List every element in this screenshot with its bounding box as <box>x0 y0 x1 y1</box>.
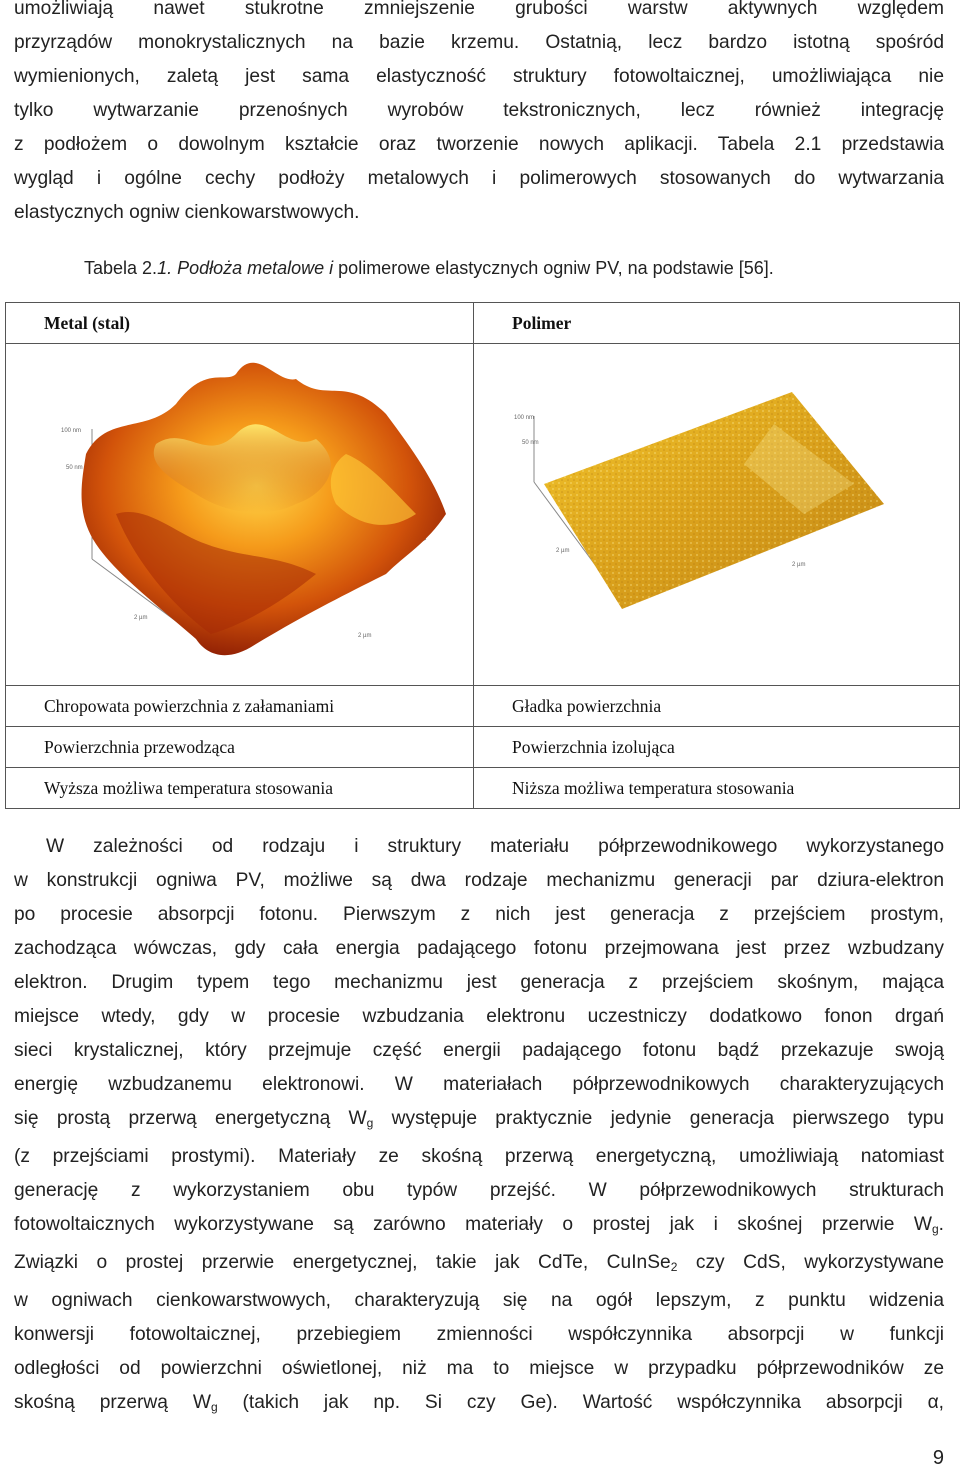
table-cell: Wyższa możliwa temperatura stosowania <box>6 768 474 809</box>
axis-tick: 2 µm <box>134 615 148 621</box>
intro-paragraph <box>14 0 944 230</box>
text-line: po procesie absorpcji fotonu. Pierwszym z nich jest generacja z przejściem prostym, <box>14 904 944 925</box>
axis-tick: 50 nm <box>66 465 83 471</box>
text-line: z podłożem o dowolnym kształcie oraz tworzenie nowych aplikacji. Tabela 2.1 przedstawia <box>14 134 944 155</box>
text-line: w ogniwach cienkowarstwowych, charakteryzują się na ogół lepszym, z punktu widzenia <box>14 1290 944 1311</box>
metal-image-cell <box>6 344 474 686</box>
polymer-image-cell <box>474 344 960 686</box>
text-line: przyrządów monokrystalicznych na bazie krzemu. Ostatnią, lecz bardzo istotną spośród <box>14 32 944 53</box>
axis-tick: 2 µm <box>792 562 806 568</box>
text-line: Związki o prostej przerwie energetycznej, takie jak CdTe, CuInSe$_2$ czy CdS, wykorzystywane <box>14 1252 944 1274</box>
text-line: wymienionych, zaletą jest sama elastyczność struktury fotowoltaicznej, umożliwiająca nie <box>14 66 944 87</box>
text-line: W zależności od rodzaju i struktury materiału półprzewodnikowego wykorzystanego <box>46 836 944 857</box>
text-line: elastycznych ogniw cienkowarstwowych. <box>14 202 360 223</box>
text-line: odległości od powierzchni oświetlonej, niż ma to miejsce w przypadku półprzewodników ze <box>14 1358 944 1379</box>
text-line: tylko wytwarzanie przenośnych wyrobów tekstronicznych, lecz również integrację <box>14 100 944 121</box>
table-cell: Powierzchnia izolująca <box>474 727 960 768</box>
header-metal: Metal (stal) <box>6 303 474 344</box>
text-line: sieci krystalicznej, który przejmuje część energii padającego fotonu bądź przekazuje swoją <box>14 1040 944 1061</box>
axis-tick: 2 µm <box>358 633 372 639</box>
axis-tick: 100 nm <box>61 428 82 434</box>
axis-tick: 2 µm <box>556 548 570 554</box>
text-line: konwersji fotowoltaicznej, przebiegiem zmienności współczynnika absorpcji w funkcji <box>14 1324 944 1345</box>
body-paragraph <box>14 830 944 1424</box>
text-line: się prostą przerwą energetyczną $W_g$ występuje praktycznie jedynie generacja pierwszego typu <box>14 1108 945 1130</box>
text-line: energię wzbudzanemu elektronowi. W materiałach półprzewodnikowych charakteryzujących <box>14 1074 944 1095</box>
text-line: fotowoltaicznych wykorzystywane są zarówno materiały o prostej jak i skośnej przerwie $W_g$. <box>14 1214 944 1236</box>
header-polymer: Polimer <box>474 303 960 344</box>
text-line: elektron. Drugim typem tego mechanizmu jest generacja z przejściem skośnym, mająca <box>14 972 944 993</box>
text-line: umożliwiają nawet stukrotne zmniejszenie grubości warstw aktywnych względem <box>14 0 944 19</box>
table-cell: Gładka powierzchnia <box>474 686 960 727</box>
text-line: skośną przerwą $W_g$ (takich jak np. Si czy Ge). Wartość współczynnika absorpcji α, <box>14 1392 944 1414</box>
text-line: (z przejściami prostymi). Materiały ze skośną przerwą energetyczną, umożliwiają natomiast <box>14 1146 944 1167</box>
text-line: miejsce wtedy, gdy w procesie wzbudzania elektronu uczestniczy dodatkowo fonon drgań <box>14 1006 944 1027</box>
page-number: 9 <box>932 1447 944 1469</box>
table-cell: Chropowata powierzchnia z załamaniami <box>6 686 474 727</box>
smooth-polymer-surface-3d-plot <box>474 344 959 685</box>
text-line: generację z wykorzystaniem obu typów przejść. W półprzewodnikowych strukturach <box>14 1180 944 1201</box>
table-cell: Niższa możliwa temperatura stosowania <box>474 768 960 809</box>
rough-metal-surface-3d-plot <box>6 344 473 685</box>
table-caption: Tabela 2.1. Podłoża metalowe i polimerowe elastycznych ogniw PV, na podstawie [56]. <box>84 258 774 278</box>
text-line: zachodząca wówczas, gdy cała energia padającego fotonu przejmowana jest przez wzbudzany <box>14 938 944 959</box>
table-cell: Powierzchnia przewodząca <box>6 727 474 768</box>
axis-tick: 50 nm <box>522 440 539 446</box>
axis-tick: 100 nm <box>514 415 535 421</box>
text-line: w konstrukcji ogniwa PV, możliwe są dwa rodzaje mechanizmu generacji par dziura-elektron <box>14 870 944 891</box>
text-line: wygląd i ogólne cechy podłoży metalowych i polimerowych stosowanych do wytwarzania <box>14 168 944 189</box>
substrates-table <box>5 302 960 809</box>
